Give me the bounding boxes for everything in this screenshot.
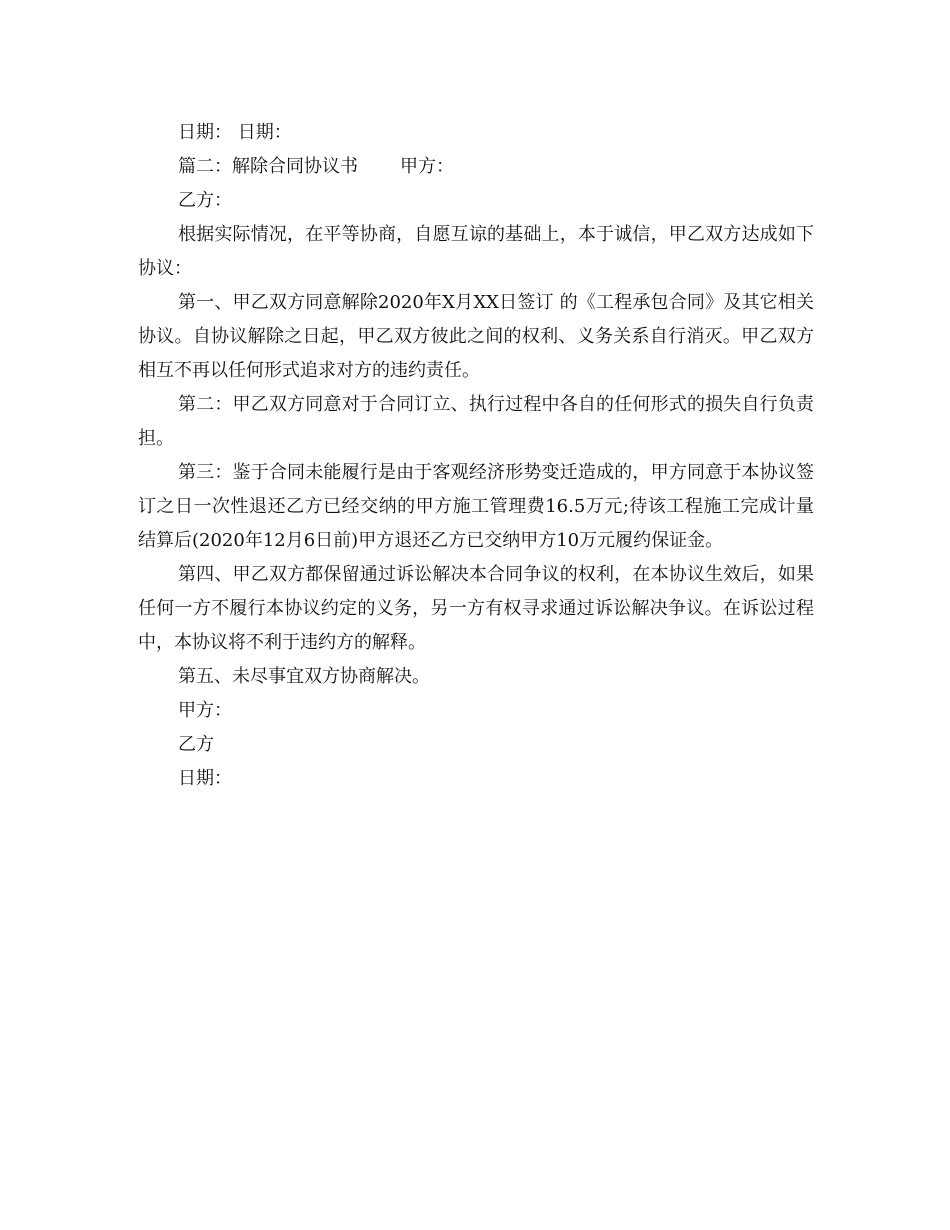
intro-paragraph: 根据实际情况，在平等协商，自愿互谅的基础上，本于诚信，甲乙双方达成如下协议： [138, 224, 814, 279]
clause-5: 第五、未尽事宜双方协商解决。 [178, 666, 430, 687]
clause-3: 第三：鉴于合同未能履行是由于客观经济形势变迁造成的，甲方同意于本协议签订之日一次性退还乙方已经交纳的甲方施工管理费16.5万元;待该工程施工完成计量结算后(2020年12月6日前)甲方退还乙方已交纳甲方10万元履约保证金。 [138, 462, 814, 551]
signature-party-b: 乙方 [178, 734, 214, 755]
signature-party-a: 甲方： [178, 700, 232, 721]
document-body [138, 116, 814, 796]
date-line: 日期： 日期： [178, 122, 292, 143]
clause-1: 第一、甲乙双方同意解除2020年X月XX日签订 的《工程承包合同》及其它相关协议。自协议解除之日起，甲乙双方彼此之间的权利、义务关系自行消灭。甲乙双方相互不再以任何形式追求对方的违约责任。 [138, 292, 814, 381]
signature-date: 日期： [178, 768, 232, 789]
section-title-line [138, 150, 814, 184]
clause-4: 第四、甲乙双方都保留通过诉讼解决本合同争议的权利，在本协议生效后，如果任何一方不履行本协议约定的义务，另一方有权寻求通过诉讼解决争议。在诉讼过程中，本协议将不利于违约方的解释。 [138, 564, 814, 653]
clause-2: 第二：甲乙双方同意对于合同订立、执行过程中各自的任何形式的损失自行负责担。 [138, 394, 814, 449]
party-a-header: 甲方： [400, 156, 454, 177]
section-title: 篇二：解除合同协议书 [178, 156, 358, 177]
party-b-header: 乙方： [178, 190, 232, 211]
